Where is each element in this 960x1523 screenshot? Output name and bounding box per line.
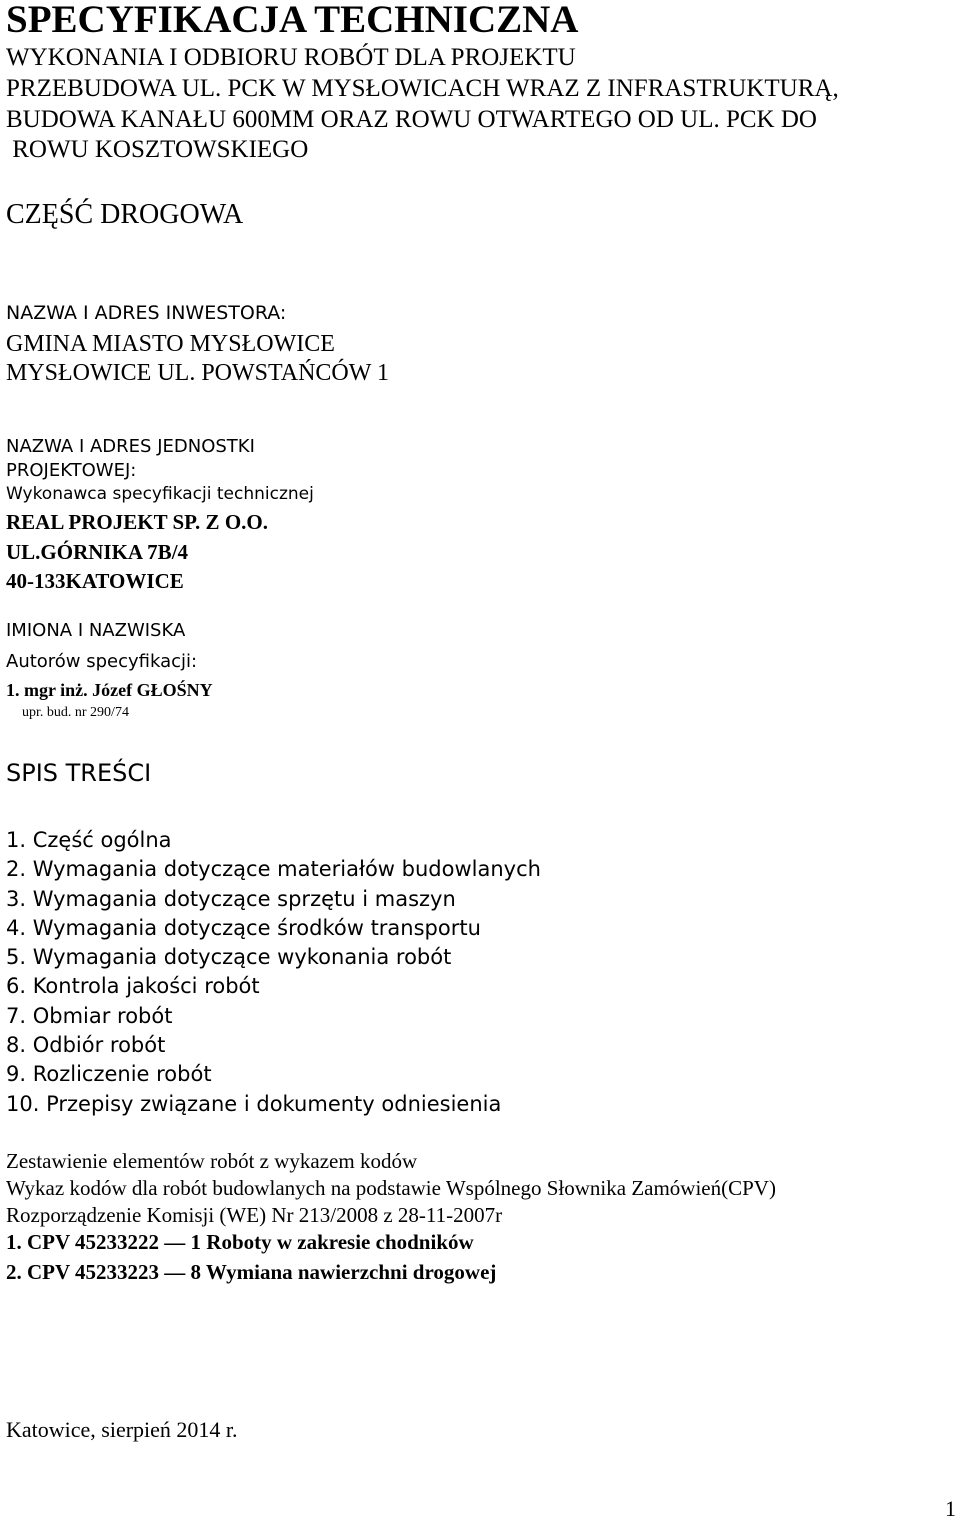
cpv-code-2: 2. CPV 45233223 — 8 Wymiana nawierzchni drogowej	[6, 1260, 497, 1284]
toc-heading: SPIS TREŚCI	[6, 759, 152, 787]
authors-sublabel: Autorów specyfikacji:	[6, 651, 198, 672]
investor-label: NAZWA I ADRES INWESTORA:	[6, 302, 287, 324]
design-unit-label-2: PROJEKTOWEJ:	[6, 460, 137, 481]
toc-item: 6. Kontrola jakości robót	[6, 974, 260, 999]
toc-item: 2. Wymagania dotyczące materiałów budowlanych	[6, 857, 541, 882]
design-unit-sublabel: Wykonawca specyfikacji technicznej	[6, 484, 314, 504]
toc-list	[6, 826, 541, 1119]
design-unit-city: 40-133KATOWICE	[6, 569, 184, 593]
summary-line-1: Zestawienie elementów robót z wykazem kodów	[6, 1149, 418, 1173]
toc-item: 1. Część ogólna	[6, 828, 172, 852]
project-name-line-2: PRZEBUDOWA UL. PCK W MYSŁOWICACH WRAZ Z INFRASTRUKTURĄ,	[6, 75, 839, 102]
toc-item: 7. Obmiar robót	[6, 1003, 173, 1028]
toc-item: 4. Wymagania dotyczące środków transportu	[6, 915, 481, 940]
design-unit-name: REAL PROJEKT SP. Z O.O.	[6, 510, 268, 534]
project-name-line-1: WYKONANIA I ODBIORU ROBÓT DLA PROJEKTU	[6, 44, 576, 71]
part-heading: CZĘŚĆ DROGOWA	[6, 199, 244, 230]
summary-line-2: Wykaz kodów dla robót budowlanych na podstawie Wspólnego Słownika Zamówień(CPV)	[6, 1176, 776, 1200]
project-name-line-4: ROWU KOSZTOWSKIEGO	[6, 136, 309, 163]
author-1: 1. mgr inż. Józef GŁOŚNY	[6, 680, 213, 700]
summary-line-3: Rozporządzenie Komisji (WE) Nr 213/2008 z 28-11-2007r	[6, 1203, 503, 1227]
place-date: Katowice, sierpień 2014 r.	[6, 1417, 238, 1442]
investor-address: MYSŁOWICE UL. POWSTAŃCÓW 1	[6, 360, 389, 386]
authors-label: IMIONA I NAZWISKA	[6, 620, 186, 641]
toc-item: 10. Przepisy związane i dokumenty odniesienia	[6, 1091, 502, 1116]
project-name-line-3: BUDOWA KANAŁU 600MM ORAZ ROWU OTWARTEGO OD UL. PCK DO	[6, 106, 817, 133]
investor-name: GMINA MIASTO MYSŁOWICE	[6, 331, 335, 357]
toc-item: 8. Odbiór robót	[6, 1033, 166, 1058]
toc-item: 9. Rozliczenie robót	[6, 1062, 212, 1087]
document-title: SPECYFIKACJA TECHNICZNA	[6, 0, 579, 41]
toc-item: 3. Wymagania dotyczące sprzętu i maszyn	[6, 886, 456, 911]
toc-item: 5. Wymagania dotyczące wykonania robót	[6, 945, 452, 970]
cpv-code-1: 1. CPV 45233222 — 1 Roboty w zakresie chodników	[6, 1230, 474, 1254]
author-license: upr. bud. nr 290/74	[22, 705, 129, 720]
design-unit-label-1: NAZWA I ADRES JEDNOSTKI	[6, 436, 255, 457]
design-unit-street: UL.GÓRNIKA 7B/4	[6, 540, 189, 564]
page-number: 1	[945, 1496, 956, 1521]
